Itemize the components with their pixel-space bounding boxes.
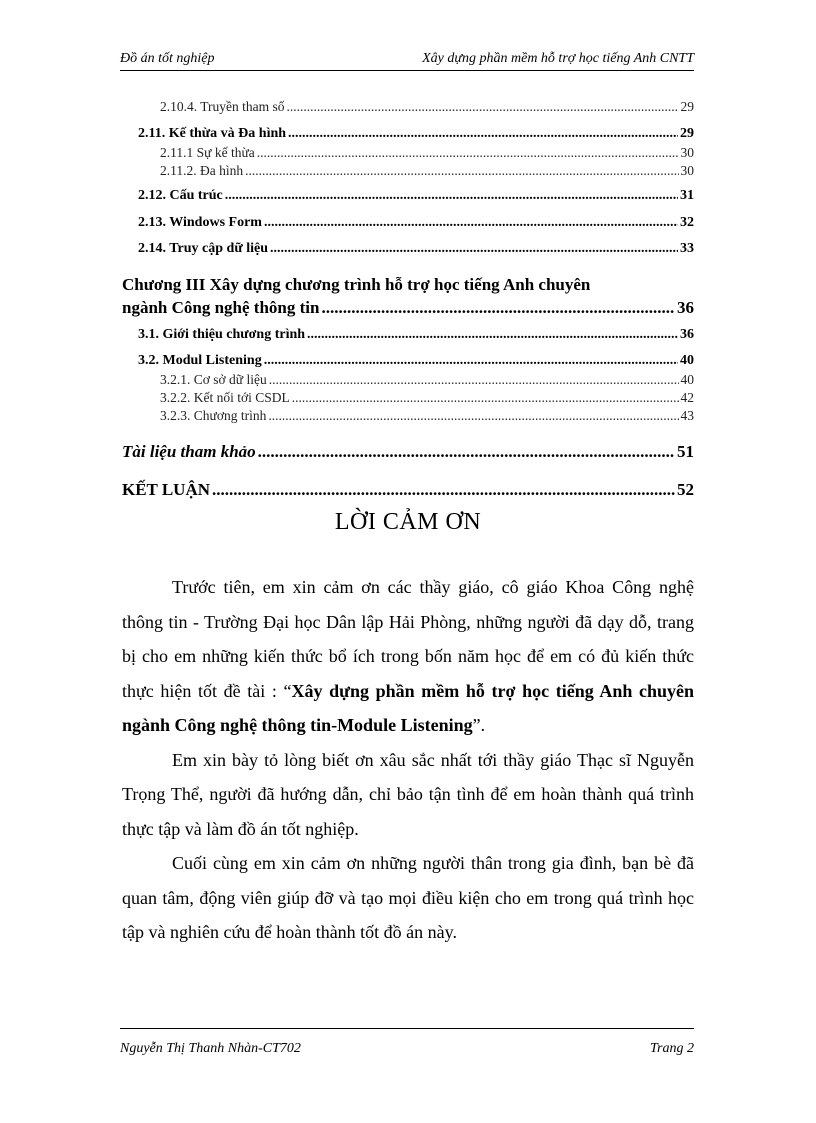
toc-entry: Tài liệu tham khảo ..... 51 — [122, 442, 694, 462]
toc-entry: KẾT LUẬN ..... 52 — [122, 480, 694, 500]
footer-author: Nguyễn Thị Thanh Nhàn-CT702 — [120, 1041, 301, 1056]
acknowledgement-body — [122, 570, 694, 950]
paragraph: Em xin bày tỏ lòng biết ơn xâu sắc nhất tới thầy giáo Thạc sĩ Nguyễn Trọng Thể, người đã hướng dẫn, chỉ bảo tận tình để em hoàn thành quá trình thực tập và làm đồ án tốt nghiệp. — [122, 749, 694, 839]
toc-entry: 2.11.2. Đa hình ..... 30 — [160, 163, 694, 179]
toc-entry: 2.12. Cấu trúc ..... 31 — [138, 188, 694, 204]
toc-entry: 2.11.1 Sự kế thừa ..... 30 — [160, 145, 694, 161]
toc-entry: 2.14. Truy cập dữ liệu ..... 33 — [138, 241, 694, 257]
acknowledgement-heading: LỜI CẢM ƠN — [334, 509, 482, 535]
toc-entry: 3.1. Giới thiệu chương trình ..... 36 — [138, 327, 694, 343]
toc-chapter-title-line1: Chương III Xây dựng chương trình hỗ trợ học tiếng Anh chuyên — [122, 275, 591, 294]
thesis-title: Xây dựng phần mềm hỗ trợ học tiếng Anh chuyên ngành Công nghệ thông tin-Module Listening — [122, 680, 694, 735]
toc-entry: 2.13. Windows Form ..... 32 — [138, 215, 694, 231]
header-left: Đồ án tốt nghiệp — [120, 51, 215, 66]
paragraph: Cuối cùng em xin cảm ơn những người thân trong gia đình, bạn bè đã quan tâm, động viên giúp đỡ và tạo mọi điều kiện cho em trong quá trình học tập và nghiên cứu để hoàn thành tốt đồ án này. — [122, 853, 694, 942]
toc-entry: 3.2.3. Chương trình ..... 43 — [160, 408, 694, 424]
toc-entry: 2.10.4. Truyền tham số ..... 29 — [160, 99, 694, 115]
toc-entry: 3.2. Modul Listening ..... 40 — [138, 353, 694, 369]
toc-entry: 3.2.1. Cơ sở dữ liệu ..... 40 — [160, 372, 694, 388]
page-footer — [120, 1028, 694, 1057]
toc-entry: ngành Công nghệ thông tin ..... 36 — [122, 298, 694, 318]
header-right: Xây dựng phần mềm hỗ trợ học tiếng Anh CNTT — [422, 51, 694, 66]
paragraph: Trước tiên, em xin cảm ơn các thầy giáo, cô giáo Khoa Công nghệ thông tin - Trường Đại học Dân lập Hải Phòng, những người đã dạy dỗ, trang bị cho em những kiến thức bổ ích trong bốn năm học để em có đủ kiến thức thực hiện tốt đề tài : “Xây dựng phần mềm hỗ trợ học tiếng Anh chuyên ngành Công nghệ thông tin-Module Listening”. — [122, 577, 694, 735]
page-number: Trang 2 — [650, 1041, 694, 1056]
toc-entry: 2.11. Kế thừa và Đa hình ..... 29 — [138, 126, 694, 142]
toc-entry: 3.2.2. Kết nối tới CSDL ..... 42 — [160, 390, 694, 406]
page-header — [120, 50, 694, 71]
